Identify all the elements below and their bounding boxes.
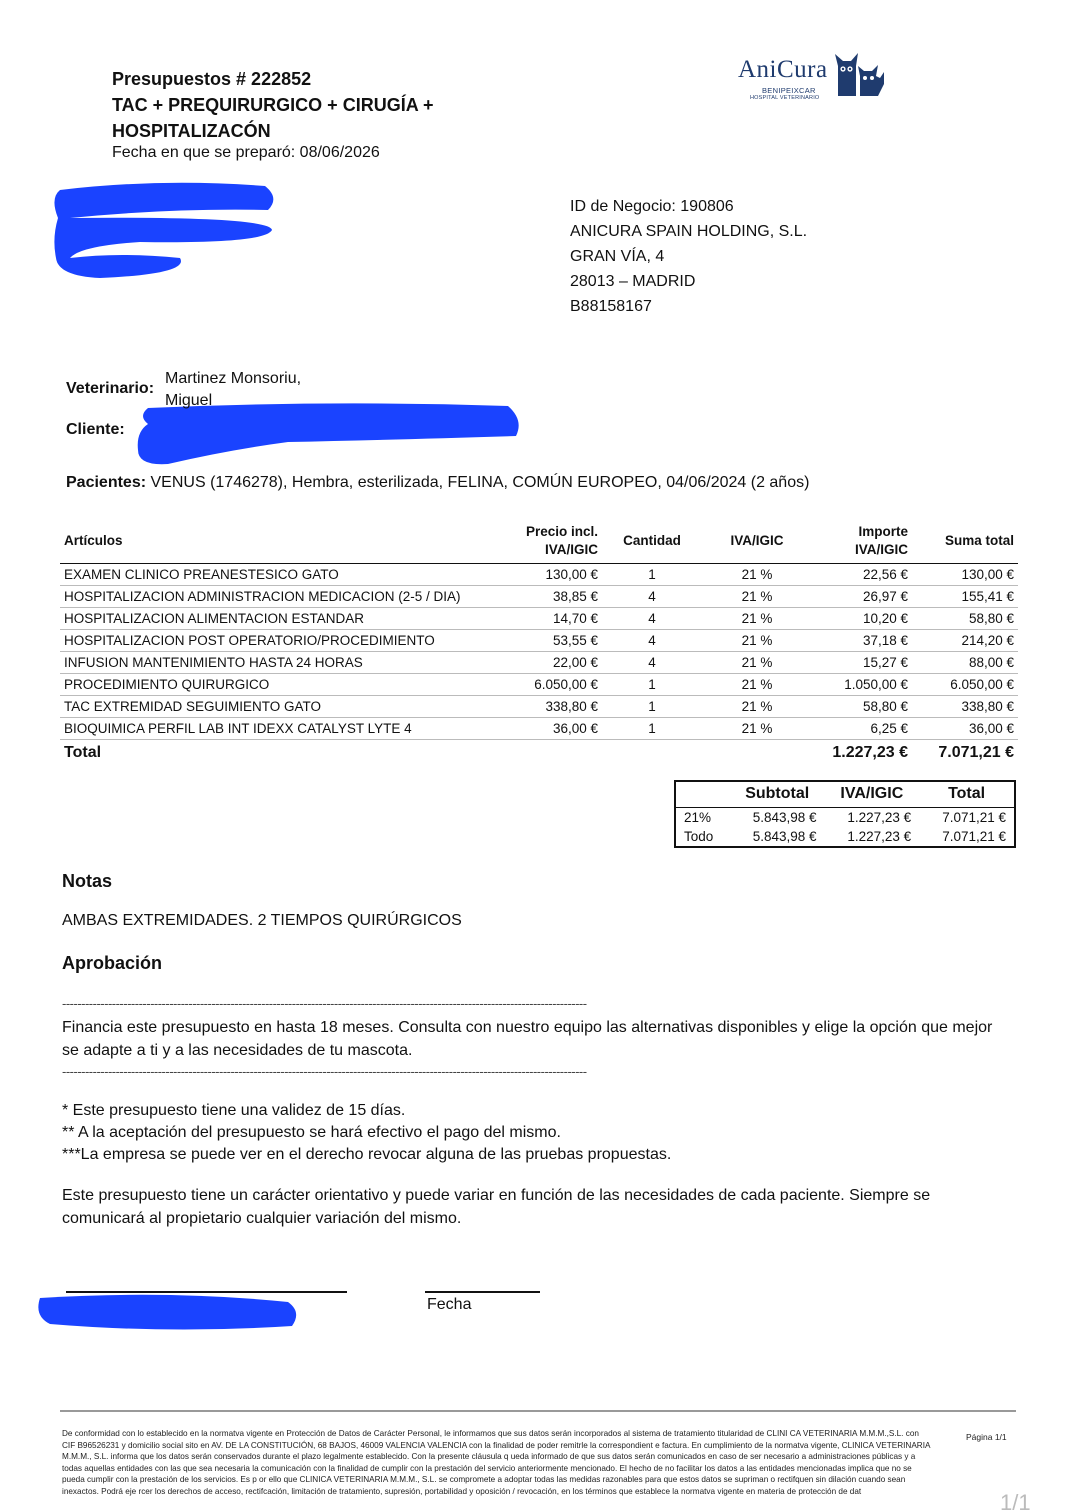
title-line-3: HOSPITALIZACÓN xyxy=(112,121,271,141)
patients-label: Pacientes: xyxy=(66,474,147,491)
item-qty: 4 xyxy=(602,608,702,630)
condition-validity: * Este presupuesto tiene una validez de 15 días. xyxy=(62,1102,406,1119)
orientative-text: Este presupuesto tiene un carácter orientativo y puede variar en función de las necesidades de cada paciente. Siempre se comunicará al propietario cualquier variación del mismo. xyxy=(62,1187,931,1227)
item-qty: 4 xyxy=(602,586,702,608)
prepared-date: Fecha en que se preparó: 08/06/2026 xyxy=(112,144,380,161)
col-header-precio-line-2: IVA/IGIC xyxy=(544,542,598,557)
items-table xyxy=(60,520,1018,766)
col-header-suma: Suma total xyxy=(912,520,1018,564)
business-name: ANICURA SPAIN HOLDING, S.L. xyxy=(570,223,808,240)
total-sum: 7.071,21 € xyxy=(912,740,1018,766)
summary-header-subtotal: Subtotal xyxy=(730,781,825,807)
item-name: HOSPITALIZACION ALIMENTACION ESTANDAR xyxy=(60,608,502,630)
summary-iva: 1.227,23 € xyxy=(847,809,912,825)
finance-text: Financia este presupuesto en hasta 18 meses. Consulta con nuestro equipo las alternativas disponibles y elige la opción que mejor se adapte a ti y a las necesidades de tu mascota. xyxy=(62,1019,993,1059)
summary-subtotal: 5.843,98 € xyxy=(752,809,817,825)
item-total: 130,00 € xyxy=(912,564,1018,586)
item-vat: 21 % xyxy=(702,696,812,718)
item-vat: 21 % xyxy=(702,652,812,674)
logo-subtitle-hospital: HOSPITAL VETERINARIO xyxy=(750,95,820,101)
item-vat: 21 % xyxy=(702,586,812,608)
table-row xyxy=(60,674,1018,696)
title-line-1: Presupuestos # 222852 xyxy=(112,69,312,89)
cats-icon xyxy=(834,50,886,96)
page-number: Página 1/1 xyxy=(966,1432,1007,1442)
col-header-importe-line-2: IVA/IGIC xyxy=(854,542,908,557)
item-price: 14,70 € xyxy=(502,608,602,630)
col-header-iva: IVA/IGIC xyxy=(702,520,812,564)
item-total: 58,80 € xyxy=(912,608,1018,630)
table-total-row xyxy=(60,740,1018,766)
item-qty: 1 xyxy=(602,674,702,696)
anicura-logo xyxy=(738,50,898,106)
legal-notice: De conformidad con lo establecido en la normatva vigente en Protección de Datos de Carácter Personal, le informamos que sus datos serán incorporados al sistema de tratamiento titularidad de CLINI CA VETERINARIA M.M.M.,S.L. con CIF B96526231 y domicilio social sito en AV. DE LA CONSTITUCIÓN, 68 BAJOS, 46009 VALENCIA VALENCIA con la finalidad de poder remitrle la correspondient e factura. En cumplimiento de la normatva vigente, CLINICA VETERINARIA M.M.M., S.L. informa que los datos serán conservados durante el plazo legalmente establecido. Con la presente cláusula q ueda informado de que sus datos serán comunicados en caso de ser necesario a administraciones públicas y a todas aquellas entidades con las que sea necesaria la comunicación con la finalidad de cumplir con la prestación del servicio anteriormente mencionado. El hecho de no facilitar los datos a las entidades mencionadas implica que no se pueda cumplir con la prestación de los servicios. Es p or ello que CLINICA VETERINARIA M.M.M., S.L. se compromete a adoptar todas las medidas razonables para que estos datos se supriman o rectifquen sin dilación cuando sean inexactos. Podrá eje rcer los derechos de acceso, rectifcación, limitación de tratamiento, supresión, portabilidad y oposición / revocación, en los términos que establece la normatva vigente en materia de protección de dat xyxy=(62,1429,930,1496)
table-row xyxy=(60,586,1018,608)
item-name: INFUSION MANTENIMIENTO HASTA 24 HORAS xyxy=(60,652,502,674)
business-tax-id: B88158167 xyxy=(570,298,652,315)
business-info xyxy=(570,194,807,319)
vet-name-line-2: Miguel xyxy=(165,392,213,409)
item-vat: 21 % xyxy=(702,674,812,696)
item-price: 22,00 € xyxy=(502,652,602,674)
table-row xyxy=(60,630,1018,652)
notes-heading: Notas xyxy=(62,871,113,891)
condition-revoke: ***La empresa se puede ver en el derecho revocar alguna de las pruebas propuestas. xyxy=(62,1146,672,1163)
vet-name xyxy=(165,368,301,412)
redaction-mark xyxy=(40,178,290,288)
table-row xyxy=(60,696,1018,718)
item-amount: 26,97 € xyxy=(812,586,912,608)
summary-total: 7.071,21 € xyxy=(942,828,1006,844)
signature-line-client xyxy=(66,1291,347,1293)
item-amount: 6,25 € xyxy=(812,718,912,740)
client-label: Cliente: xyxy=(66,421,125,438)
summary-header-total: Total xyxy=(919,781,1015,807)
summary-rate: 21% xyxy=(684,809,712,825)
total-label: Total xyxy=(60,740,502,766)
item-name: TAC EXTREMIDAD SEGUIMIENTO GATO xyxy=(60,696,502,718)
item-amount: 22,56 € xyxy=(812,564,912,586)
col-header-precio-line-1: Precio incl. xyxy=(525,524,598,539)
col-header-cantidad: Cantidad xyxy=(602,520,702,564)
signature-line-date xyxy=(425,1291,540,1293)
item-qty: 4 xyxy=(602,630,702,652)
summary-row xyxy=(675,827,1015,847)
item-price: 6.050,00 € xyxy=(502,674,602,696)
item-qty: 1 xyxy=(602,564,702,586)
divider-dashes: ----------------------------------------------------------------------------------------------------------------------------------------- xyxy=(62,996,587,1011)
item-amount: 37,18 € xyxy=(812,630,912,652)
divider-dashes: ----------------------------------------------------------------------------------------------------------------------------------------- xyxy=(62,1064,587,1079)
viewer-page-indicator: 1/1 xyxy=(1000,1490,1031,1512)
item-qty: 1 xyxy=(602,696,702,718)
item-qty: 1 xyxy=(602,718,702,740)
date-signature-label: Fecha xyxy=(427,1296,472,1313)
col-header-articulos: Artículos xyxy=(60,520,502,564)
item-name: BIOQUIMICA PERFIL LAB INT IDEXX CATALYST LYTE 4 xyxy=(60,718,502,740)
item-name: HOSPITALIZACION POST OPERATORIO/PROCEDIMIENTO xyxy=(60,630,502,652)
footer-divider xyxy=(60,1410,1016,1412)
document-title xyxy=(112,66,552,144)
summary-iva: 1.227,23 € xyxy=(847,828,912,844)
item-price: 36,00 € xyxy=(502,718,602,740)
table-row xyxy=(60,718,1018,740)
patients-row xyxy=(66,474,809,492)
item-total: 36,00 € xyxy=(912,718,1018,740)
col-header-precio xyxy=(502,520,602,564)
summary-subtotal: 5.843,98 € xyxy=(752,828,817,844)
logo-subtitle-location: BENIPEIXCAR xyxy=(762,86,816,95)
redaction-mark xyxy=(30,1288,305,1338)
business-id: ID de Negocio: 190806 xyxy=(570,198,734,215)
approval-heading: Aprobación xyxy=(62,953,163,973)
item-vat: 21 % xyxy=(702,608,812,630)
item-amount: 15,27 € xyxy=(812,652,912,674)
summary-total: 7.071,21 € xyxy=(942,809,1006,825)
item-total: 214,20 € xyxy=(912,630,1018,652)
title-line-2: TAC + PREQUIRURGICO + CIRUGÍA + xyxy=(112,95,434,115)
vet-name-line-1: Martinez Monsoriu, xyxy=(165,370,302,387)
table-row xyxy=(60,652,1018,674)
item-amount: 58,80 € xyxy=(812,696,912,718)
conditions xyxy=(62,1100,671,1166)
vat-summary-table xyxy=(674,780,1016,848)
item-amount: 1.050,00 € xyxy=(812,674,912,696)
item-total: 338,80 € xyxy=(912,696,1018,718)
item-name: PROCEDIMIENTO QUIRURGICO xyxy=(60,674,502,696)
summary-row xyxy=(675,807,1015,827)
logo-brand: AniCura xyxy=(738,56,828,83)
item-price: 130,00 € xyxy=(502,564,602,586)
item-name: EXAMEN CLINICO PREANESTESICO GATO xyxy=(60,564,502,586)
condition-payment: ** A la aceptación del presupuesto se hará efectivo el pago del mismo. xyxy=(62,1124,561,1141)
table-row xyxy=(60,608,1018,630)
item-vat: 21 % xyxy=(702,630,812,652)
item-qty: 4 xyxy=(602,652,702,674)
item-price: 338,80 € xyxy=(502,696,602,718)
table-header-row xyxy=(60,520,1018,564)
item-price: 38,85 € xyxy=(502,586,602,608)
item-vat: 21 % xyxy=(702,718,812,740)
total-vat-amount: 1.227,23 € xyxy=(812,740,912,766)
item-amount: 10,20 € xyxy=(812,608,912,630)
table-row xyxy=(60,564,1018,586)
notes-text: AMBAS EXTREMIDADES. 2 TIEMPOS QUIRÚRGICOS xyxy=(62,912,462,929)
patients-value: VENUS (1746278), Hembra, esterilizada, FELINA, COMÚN EUROPEO, 04/06/2024 (2 años) xyxy=(146,474,810,491)
item-total: 155,41 € xyxy=(912,586,1018,608)
item-vat: 21 % xyxy=(702,564,812,586)
item-price: 53,55 € xyxy=(502,630,602,652)
summary-header-row xyxy=(675,781,1015,807)
summary-header-iva: IVA/IGIC xyxy=(825,781,920,807)
item-total: 88,00 € xyxy=(912,652,1018,674)
vet-label: Veterinario: xyxy=(66,380,155,397)
business-street: GRAN VÍA, 4 xyxy=(570,248,665,265)
summary-header-blank xyxy=(675,781,730,807)
item-total: 6.050,00 € xyxy=(912,674,1018,696)
col-header-importe-line-1: Importe xyxy=(858,524,908,539)
item-name: HOSPITALIZACION ADMINISTRACION MEDICACION (2-5 / DIA) xyxy=(60,586,502,608)
summary-rate: Todo xyxy=(684,828,714,844)
col-header-importe xyxy=(812,520,912,564)
business-city: 28013 – MADRID xyxy=(570,273,696,290)
